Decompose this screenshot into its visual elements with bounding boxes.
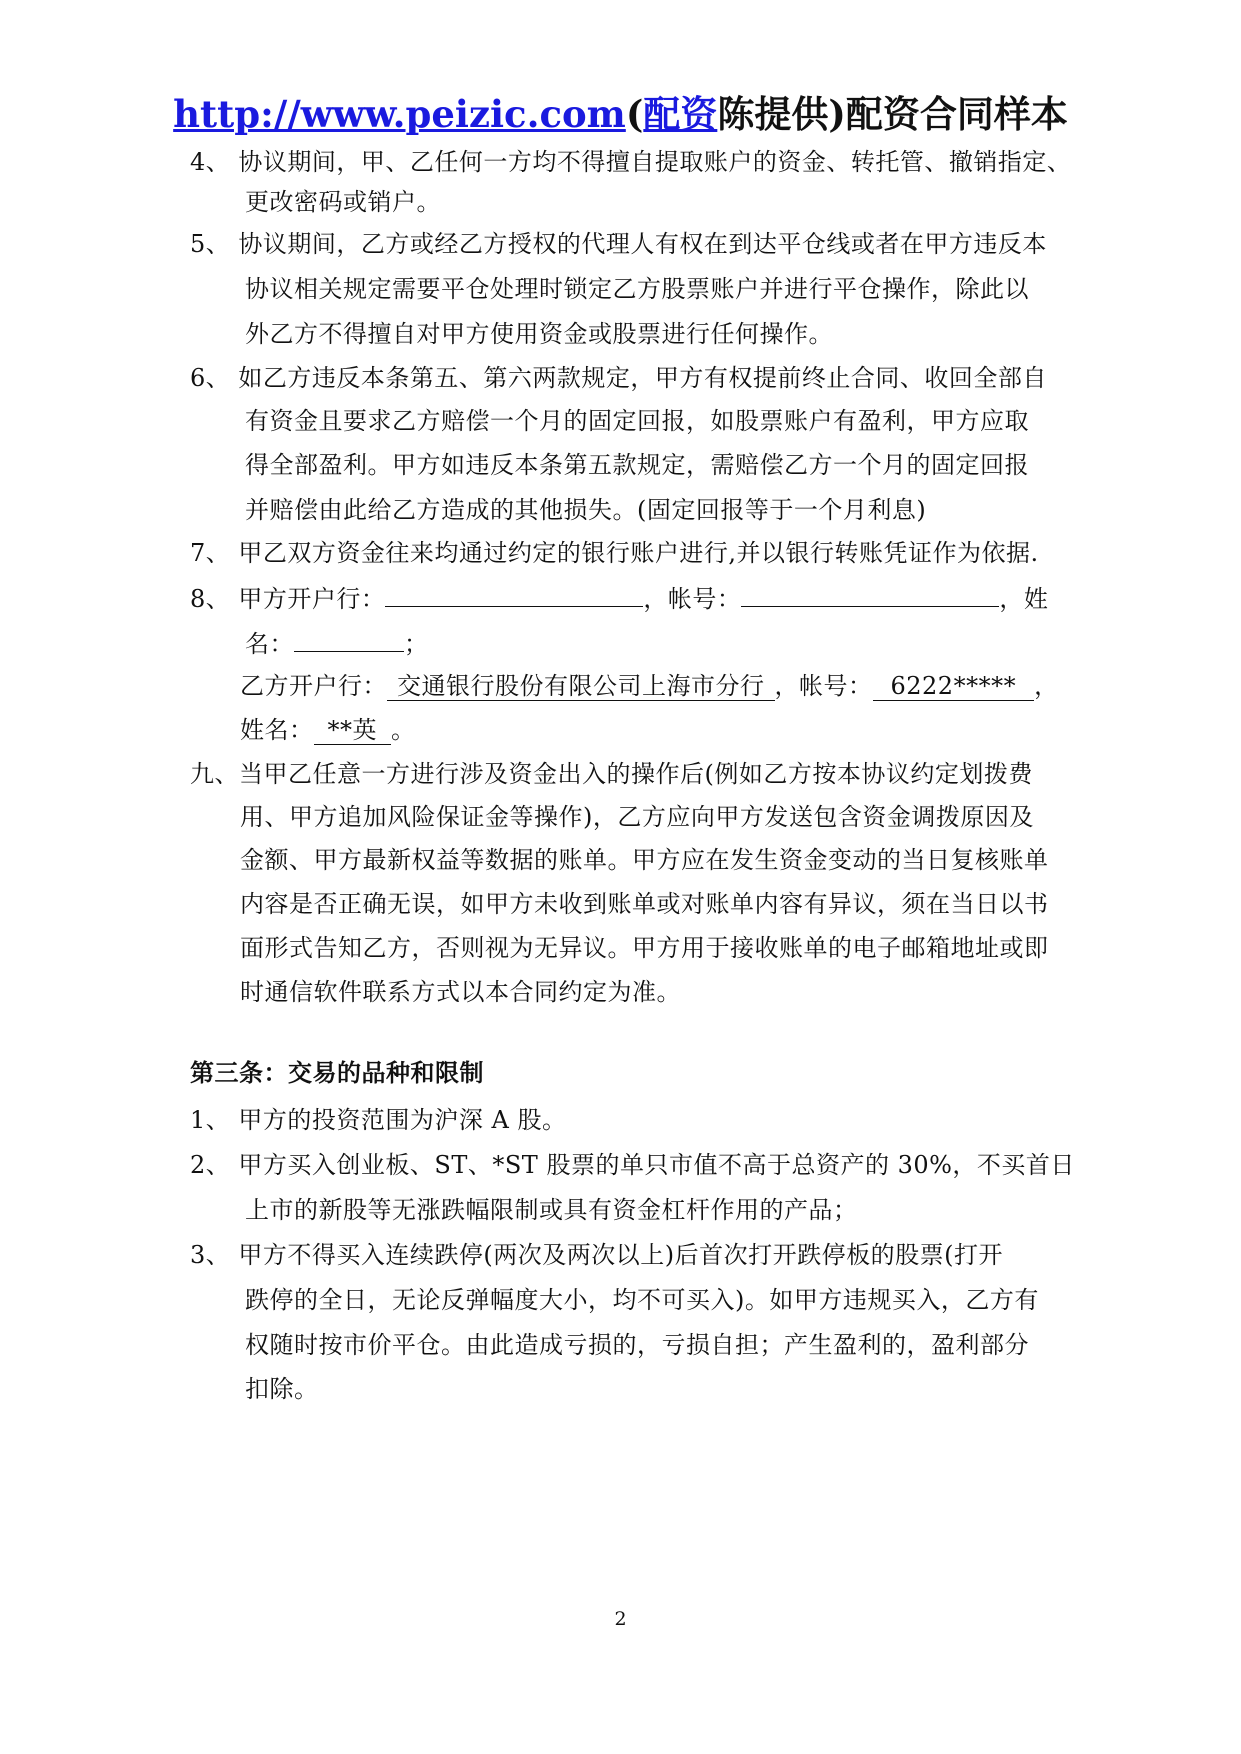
s3-item-3-line-4: 扣除。 bbox=[245, 1375, 319, 1403]
s3-item-2-line-2: 上市的新股等无涨跌幅限制或具有资金杠杆作用的产品； bbox=[245, 1196, 858, 1224]
item-6-line-1: 6、 如乙方违反本条第五、第六两款规定，甲方有权提前终止合同、收回全部自 bbox=[190, 364, 1047, 392]
item-8-line-4: 姓名： **英 。 bbox=[240, 716, 416, 744]
item-9-line-5: 面形式告知乙方，否则视为无异议。甲方用于接收账单的电子邮箱地址或即 bbox=[240, 934, 1049, 962]
jia-account-blank[interactable] bbox=[741, 582, 999, 607]
item-6-line-3: 得全部盈利。甲方如违反本条第五款规定，需赔偿乙方一个月的固定回报 bbox=[245, 451, 1029, 479]
site-url-link[interactable]: http://www.peizic.com bbox=[173, 92, 626, 136]
item-8-line-1: 8、 甲方开户行： ，帐号： ，姓 bbox=[190, 582, 1048, 614]
s3-item-1-line-1: 1、 甲方的投资范围为沪深 A 股。 bbox=[190, 1106, 567, 1134]
item-4-line-2: 更改密码或销户。 bbox=[245, 188, 441, 216]
item-4-line-1: 4、 协议期间，甲、乙任何一方均不得擅自提取账户的资金、转托管、撤销指定、 bbox=[190, 148, 1072, 176]
item-9-line-1: 九、当甲乙任意一方进行涉及资金出入的操作后(例如乙方按本协议约定划拨费 bbox=[190, 760, 1033, 788]
item-9-line-4: 内容是否正确无误，如甲方未收到账单或对账单内容有异议，须在当日以书 bbox=[240, 890, 1049, 918]
yi-name-value: **英 bbox=[314, 716, 392, 745]
s3-item-3-line-2: 跌停的全日，无论反弹幅度大小，均不可买入)。如甲方违规买入，乙方有 bbox=[245, 1286, 1039, 1314]
item-6-line-4: 并赔偿由此给乙方造成的其他损失。(固定回报等于一个月利息) bbox=[245, 496, 927, 524]
item-5-line-1: 5、 协议期间，乙方或经乙方授权的代理人有权在到达平仓线或者在甲方违反本 bbox=[190, 230, 1047, 258]
section-3-title: 第三条：交易的品种和限制 bbox=[190, 1058, 484, 1087]
item-8-line-2: 名： ； bbox=[245, 627, 429, 659]
item-9-line-2: 用、甲方追加风险保证金等操作)，乙方应向甲方发送包含资金调拨原因及 bbox=[240, 803, 1034, 831]
jia-bank-blank[interactable] bbox=[385, 582, 643, 607]
s3-item-3-line-1: 3、 甲方不得买入连续跌停(两次及两次以上)后首次打开跌停板的股票(打开 bbox=[190, 1241, 1004, 1269]
item-7-line-1: 7、 甲乙双方资金往来均通过约定的银行账户进行,并以银行转账凭证作为依据. bbox=[190, 539, 1039, 567]
yi-account-value: 6222***** bbox=[873, 672, 1035, 701]
item-9-line-6: 时通信软件联系方式以本合同约定为准。 bbox=[240, 978, 681, 1006]
jia-name-blank[interactable] bbox=[294, 627, 404, 652]
header-title-rest: 陈提供)配资合同样本 bbox=[717, 92, 1068, 136]
page-number: 2 bbox=[614, 1608, 627, 1630]
page-header bbox=[0, 92, 1241, 136]
item-6-line-2: 有资金且要求乙方赔偿一个月的固定回报，如股票账户有盈利，甲方应取 bbox=[245, 407, 1029, 435]
s3-item-2-line-1: 2、 甲方买入创业板、ST、*ST 股票的单只市值不高于总资产的 30%，不买首日 bbox=[190, 1151, 1075, 1179]
yi-bank-value: 交通银行股份有限公司上海市分行 bbox=[387, 672, 775, 701]
item-8-line-3: 乙方开户行： 交通银行股份有限公司上海市分行 ，帐号： 6222***** ， bbox=[240, 672, 1059, 700]
item-5-line-3: 外乙方不得擅自对甲方使用资金或股票进行任何操作。 bbox=[245, 320, 833, 348]
item-5-line-2: 协议相关规定需要平仓处理时锁定乙方股票账户并进行平仓操作，除此以 bbox=[245, 275, 1029, 303]
peizi-link[interactable]: 配资 bbox=[643, 92, 718, 136]
s3-item-3-line-3: 权随时按市价平仓。由此造成亏损的，亏损自担；产生盈利的，盈利部分 bbox=[245, 1331, 1029, 1359]
paren: ( bbox=[625, 92, 644, 136]
item-9-line-3: 金额、甲方最新权益等数据的账单。甲方应在发生资金变动的当日复核账单 bbox=[240, 846, 1049, 874]
